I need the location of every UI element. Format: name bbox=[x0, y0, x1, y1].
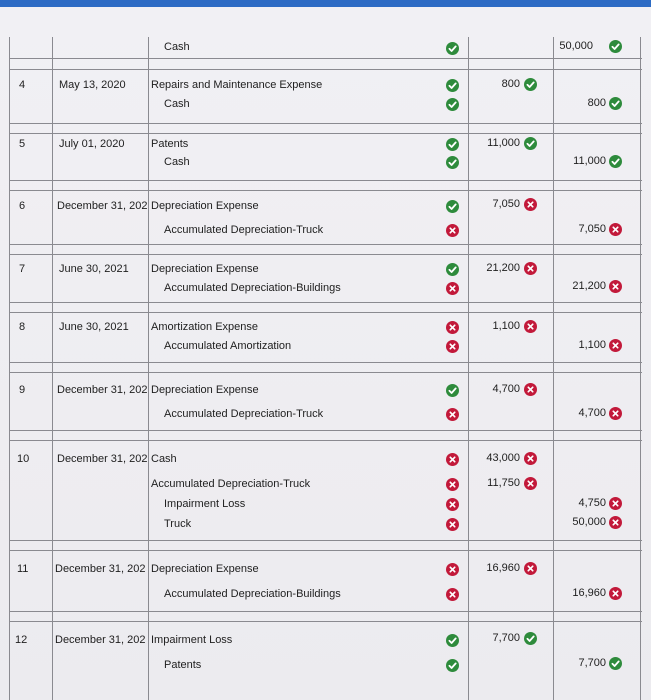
grid-line bbox=[9, 190, 642, 191]
row-x-icon bbox=[446, 498, 459, 511]
row-check-icon bbox=[446, 138, 459, 151]
grid-line bbox=[9, 440, 642, 441]
row-check-icon bbox=[446, 634, 459, 647]
grid-line bbox=[9, 611, 642, 612]
row-check-icon bbox=[446, 79, 459, 92]
credit-amount[interactable]: 50,000 bbox=[559, 40, 593, 52]
debit-amount[interactable]: 16,960 bbox=[486, 562, 520, 574]
account-name[interactable]: Accumulated Amortization bbox=[164, 340, 292, 352]
grid-line bbox=[468, 37, 469, 700]
debit-x-icon bbox=[524, 477, 537, 490]
grid-line bbox=[9, 58, 642, 59]
account-name[interactable]: Amortization Expense bbox=[151, 321, 258, 333]
credit-amount[interactable]: 1,100 bbox=[578, 339, 606, 351]
row-check-icon bbox=[446, 98, 459, 111]
debit-x-icon bbox=[524, 262, 537, 275]
grid-line bbox=[9, 133, 642, 134]
debit-amount[interactable]: 800 bbox=[501, 78, 520, 90]
credit-amount[interactable]: 800 bbox=[587, 97, 606, 109]
credit-amount[interactable]: 16,960 bbox=[572, 587, 606, 599]
credit-amount[interactable]: 21,200 bbox=[572, 280, 606, 292]
grid-line bbox=[9, 540, 642, 541]
grid-line bbox=[9, 550, 642, 551]
debit-x-icon bbox=[524, 562, 537, 575]
row-x-icon bbox=[446, 282, 459, 295]
entry-number: 6 bbox=[19, 200, 26, 212]
entry-date[interactable]: May 13, 2020 bbox=[59, 79, 126, 91]
debit-amount[interactable]: 21,200 bbox=[486, 262, 520, 274]
row-x-icon bbox=[446, 563, 459, 576]
account-name[interactable]: Accumulated Depreciation-Buildings bbox=[164, 588, 341, 600]
credit-x-icon bbox=[609, 223, 622, 236]
grid-line bbox=[9, 37, 10, 700]
account-name[interactable]: Truck bbox=[164, 518, 192, 530]
credit-x-icon bbox=[609, 407, 622, 420]
credit-check-icon bbox=[609, 40, 622, 53]
grid-line bbox=[9, 254, 642, 255]
journal-entry-table bbox=[0, 7, 651, 700]
account-name[interactable]: Accumulated Depreciation-Truck bbox=[164, 408, 324, 420]
account-name[interactable]: Depreciation Expense bbox=[151, 384, 259, 396]
grid-line bbox=[9, 312, 642, 313]
account-name[interactable]: Depreciation Expense bbox=[151, 263, 259, 275]
credit-amount[interactable]: 11,000 bbox=[573, 155, 606, 167]
debit-check-icon bbox=[524, 632, 537, 645]
credit-x-icon bbox=[609, 497, 622, 510]
row-x-icon bbox=[446, 224, 459, 237]
entry-number: 4 bbox=[19, 79, 26, 91]
credit-amount[interactable]: 4,750 bbox=[578, 497, 606, 509]
row-check-icon bbox=[446, 200, 459, 213]
debit-x-icon bbox=[524, 383, 537, 396]
account-name[interactable]: Patents bbox=[164, 659, 202, 671]
row-check-icon bbox=[446, 156, 459, 169]
credit-check-icon bbox=[609, 155, 622, 168]
entry-number: 11 bbox=[17, 563, 29, 575]
account-name[interactable]: Impairment Loss bbox=[151, 634, 233, 646]
account-name[interactable]: Depreciation Expense bbox=[151, 563, 259, 575]
debit-amount[interactable]: 4,700 bbox=[492, 383, 520, 395]
account-name[interactable]: Accumulated Depreciation-Truck bbox=[151, 478, 311, 490]
grid-line bbox=[148, 37, 149, 700]
row-x-icon bbox=[446, 453, 459, 466]
credit-x-icon bbox=[609, 587, 622, 600]
entry-date[interactable]: December 31, 202 bbox=[55, 634, 146, 646]
credit-amount[interactable]: 4,700 bbox=[578, 407, 606, 419]
credit-check-icon bbox=[609, 97, 622, 110]
row-check-icon bbox=[446, 384, 459, 397]
entry-date[interactable]: July 01, 2020 bbox=[59, 138, 125, 150]
credit-x-icon bbox=[609, 339, 622, 352]
grid-line bbox=[9, 621, 642, 622]
top-accent-bar bbox=[0, 0, 651, 7]
row-check-icon bbox=[446, 659, 459, 672]
account-name[interactable]: Cash bbox=[151, 453, 177, 465]
row-x-icon bbox=[446, 478, 459, 491]
grid-line bbox=[9, 372, 642, 373]
grid-line bbox=[52, 37, 53, 700]
account-name[interactable]: Accumulated Depreciation-Buildings bbox=[164, 282, 341, 294]
account-name[interactable]: Accumulated Depreciation-Truck bbox=[164, 224, 324, 236]
credit-amount[interactable]: 7,700 bbox=[578, 657, 606, 669]
row-x-icon bbox=[446, 588, 459, 601]
grid-line bbox=[9, 69, 642, 70]
row-check-icon bbox=[446, 263, 459, 276]
debit-amount[interactable]: 43,000 bbox=[486, 452, 520, 464]
credit-x-icon bbox=[609, 280, 622, 293]
debit-amount[interactable]: 7,700 bbox=[492, 632, 520, 644]
credit-x-icon bbox=[609, 516, 622, 529]
account-name[interactable]: Cash bbox=[164, 156, 190, 168]
row-x-icon bbox=[446, 321, 459, 334]
grid-line bbox=[9, 180, 642, 181]
grid-line bbox=[9, 302, 642, 303]
entry-date[interactable]: December 31, 202 bbox=[55, 563, 146, 575]
account-name[interactable]: Cash bbox=[164, 98, 190, 110]
account-name[interactable]: Depreciation Expense bbox=[151, 200, 259, 212]
grid-line bbox=[553, 37, 554, 700]
entry-number: 8 bbox=[19, 321, 26, 333]
row-x-icon bbox=[446, 408, 459, 421]
account-name[interactable]: Impairment Loss bbox=[164, 498, 246, 510]
entry-number: 12 bbox=[15, 634, 28, 646]
debit-amount[interactable]: 1,100 bbox=[492, 320, 520, 332]
entry-date[interactable]: December 31, 202 bbox=[57, 384, 148, 396]
account-name[interactable]: Repairs and Maintenance Expense bbox=[151, 79, 323, 91]
entry-number: 9 bbox=[19, 384, 26, 396]
row-x-icon bbox=[446, 340, 459, 353]
entry-date[interactable]: December 31, 202 bbox=[57, 200, 148, 212]
account-name: Cash bbox=[164, 41, 190, 53]
debit-amount[interactable]: 11,750 bbox=[487, 477, 520, 489]
entry-date[interactable]: December 31, 202 bbox=[57, 453, 148, 465]
grid-line bbox=[9, 362, 642, 363]
entry-number: 5 bbox=[19, 138, 26, 150]
entry-number: 10 bbox=[17, 453, 30, 465]
debit-x-icon bbox=[524, 198, 537, 211]
credit-check-icon bbox=[609, 657, 622, 670]
grid-line bbox=[9, 244, 642, 245]
credit-amount[interactable]: 7,050 bbox=[578, 223, 606, 235]
grid-line bbox=[640, 37, 641, 700]
grid-line bbox=[9, 430, 642, 431]
debit-check-icon bbox=[524, 137, 537, 150]
debit-check-icon bbox=[524, 78, 537, 91]
entry-date[interactable]: June 30, 2021 bbox=[59, 321, 129, 333]
debit-x-icon bbox=[524, 320, 537, 333]
row-x-icon bbox=[446, 518, 459, 531]
debit-x-icon bbox=[524, 452, 537, 465]
entry-date[interactable]: June 30, 2021 bbox=[59, 263, 129, 275]
account-name[interactable]: Patents bbox=[151, 138, 189, 150]
debit-amount[interactable]: 7,050 bbox=[492, 198, 520, 210]
grid-line bbox=[9, 123, 642, 124]
credit-amount[interactable]: 50,000 bbox=[572, 516, 606, 528]
debit-amount[interactable]: 11,000 bbox=[487, 137, 520, 149]
entry-number: 7 bbox=[19, 263, 26, 275]
row-check-icon bbox=[446, 42, 459, 55]
